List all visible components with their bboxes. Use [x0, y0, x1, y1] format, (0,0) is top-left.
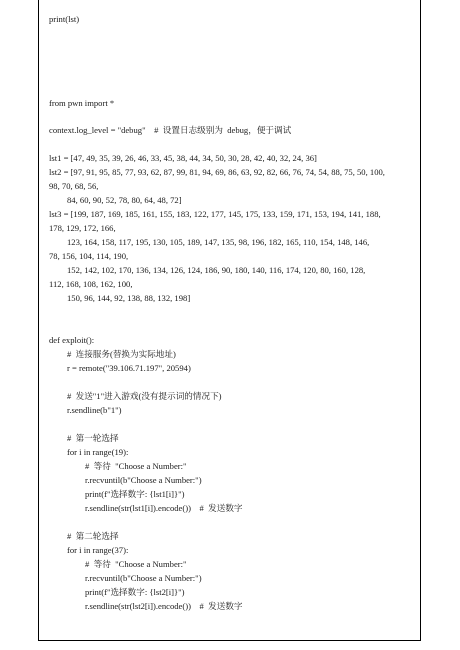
code-line-lst3-a: lst3 = [199, 187, 169, 185, 161, 155, 183, 122, 177, 145, 175, 133, 159, 171, 153, 194, 141, 188, — [49, 209, 381, 219]
code-line-print-lst: print(lst) — [49, 14, 80, 24]
code-line-def-exploit: def exploit(): — [49, 335, 95, 345]
code-line-lst3-c: 123, 164, 158, 117, 195, 130, 105, 189, 147, 135, 98, 196, 182, 165, 110, 154, 148, 146, — [67, 237, 370, 247]
code-line-lst3-d: 78, 156, 104, 114, 190, — [49, 251, 129, 261]
code-line-print2: print(f"选择数字: {lst2[i]}") — [85, 587, 185, 597]
code-line-comment-connect: # 连接服务(替换为实际地址) — [67, 349, 176, 359]
code-line-lst3-e: 152, 142, 102, 170, 136, 134, 126, 124, 186, 90, 180, 140, 116, 174, 120, 80, 160, 128, — [67, 265, 366, 275]
code-line-print1: print(f"选择数字: {lst1[i]}") — [85, 489, 185, 499]
code-line-import: from pwn import * — [49, 98, 115, 108]
code-line-log-level: context.log_level = "debug" # 设置日志级别为 debug，便于调试 — [49, 125, 292, 135]
code-line-lst3-f: 112, 168, 108, 162, 100, — [49, 279, 133, 289]
code-line-lst2-c: 84, 60, 90, 52, 78, 80, 64, 48, 72] — [67, 195, 182, 205]
code-line-lst3-b: 178, 129, 172, 166, — [49, 223, 116, 233]
code-line-wait2: # 等待 "Choose a Number:" — [85, 559, 187, 569]
code-line-recv1: r.recvuntil(b"Choose a Number:") — [85, 475, 202, 485]
code-line-remote: r = remote("39.106.71.197", 20594) — [67, 363, 191, 373]
code-line-comment-round1: # 第一轮选择 — [67, 433, 119, 443]
code-line-comment-round2: # 第二轮选择 — [67, 531, 119, 541]
code-line-lst2-a: lst2 = [97, 91, 95, 85, 77, 93, 62, 87, 99, 81, 94, 69, 86, 63, 92, 82, 66, 76, 74, 54, 88, 75, 50, 100, — [49, 167, 385, 177]
code-line-wait1: # 等待 "Choose a Number:" — [85, 461, 187, 471]
code-line-lst2-b: 98, 70, 68, 56, — [49, 181, 99, 191]
code-line-for2: for i in range(37): — [67, 545, 129, 555]
code-line-send-num1: r.sendline(str(lst1[i]).encode()) # 发送数字 — [85, 503, 243, 513]
code-line-recv2: r.recvuntil(b"Choose a Number:") — [85, 573, 202, 583]
code-line-lst3-g: 150, 96, 144, 92, 138, 88, 132, 198] — [67, 293, 191, 303]
code-line-send-num2: r.sendline(str(lst2[i]).encode()) # 发送数字 — [85, 601, 243, 611]
code-line-comment-send1: # 发送"1"进入游戏(没有提示词的情况下) — [67, 391, 222, 401]
code-line-lst1: lst1 = [47, 49, 35, 39, 26, 46, 33, 45, 38, 44, 34, 50, 30, 28, 42, 40, 32, 24, 36] — [49, 153, 317, 163]
code-line-for1: for i in range(19): — [67, 447, 129, 457]
code-line-sendline1: r.sendline(b"1") — [67, 405, 122, 415]
